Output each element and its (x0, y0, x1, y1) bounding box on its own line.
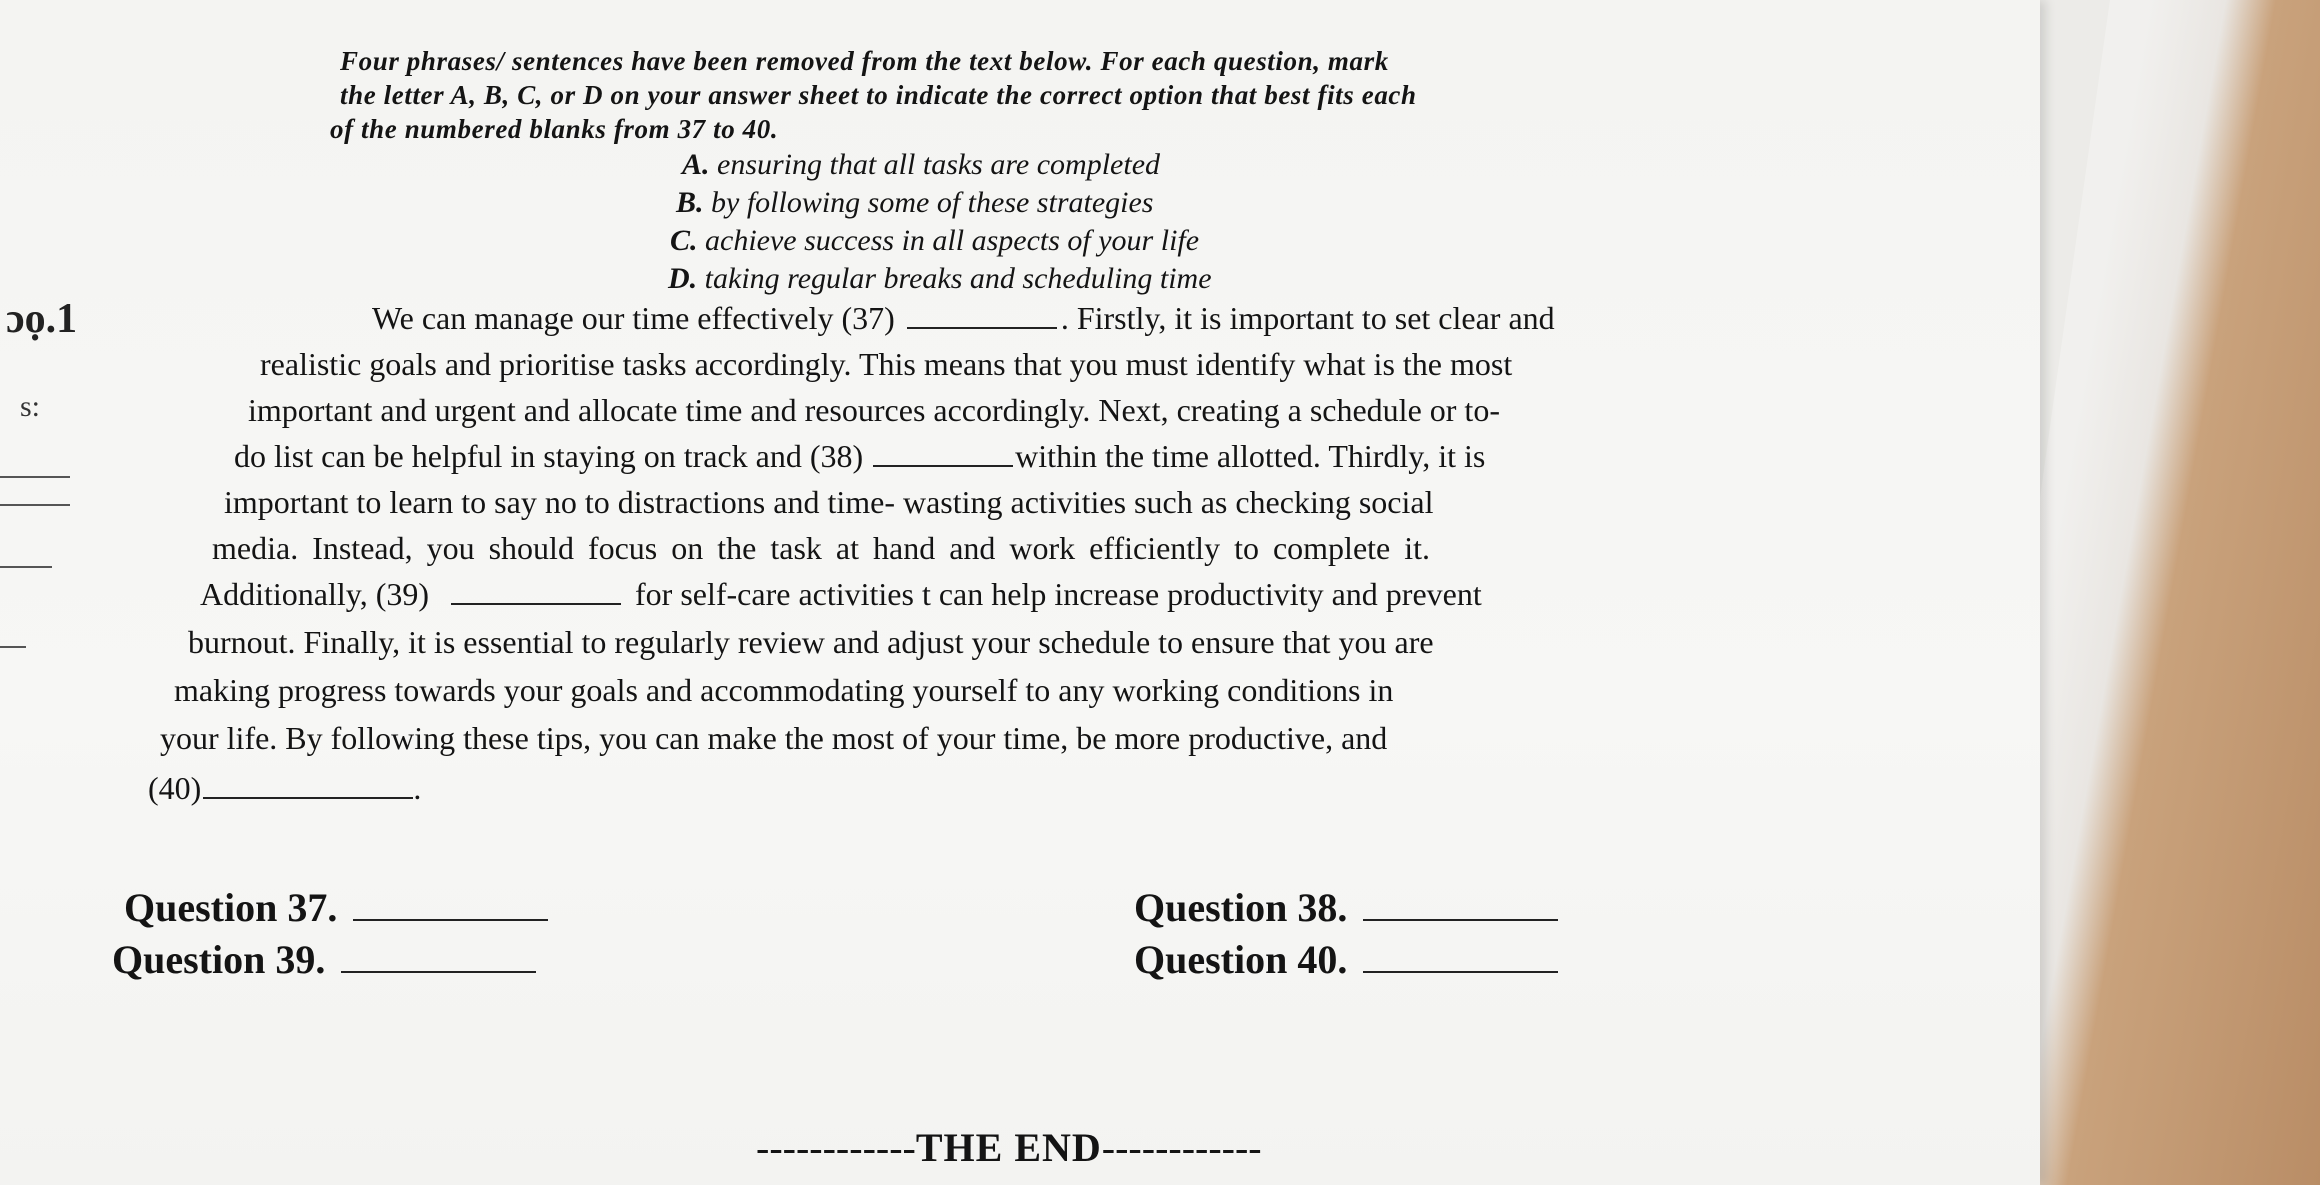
option-a (668, 146, 1212, 184)
blank-39[interactable] (451, 602, 621, 605)
option-text: ensuring that all tasks are completed (717, 148, 1161, 181)
passage-text: Additionally, (39) (200, 576, 429, 612)
passage-text: (40) (148, 770, 202, 806)
margin-side-text: s: (20, 390, 41, 423)
passage-text: We can manage our time effectively (37) (372, 300, 895, 336)
passage-line-2: realistic goals and prioritise tasks accordingly. This means that you must identify what is the most (260, 346, 1513, 382)
question-label: Question 38. (1134, 885, 1348, 930)
answer-blank-39[interactable] (341, 970, 536, 973)
option-c (668, 222, 1212, 260)
passage-line-9: making progress towards your goals and accommodating yourself to any working conditions in (174, 672, 1394, 708)
instructions (330, 44, 1830, 146)
passage-line-8: burnout. Finally, it is essential to regularly review and adjust your schedule to ensure that you are (188, 624, 1434, 660)
option-text: achieve success in all aspects of your life (705, 224, 1200, 257)
question-39 (112, 936, 536, 983)
option-b (668, 184, 1212, 222)
instruction-line-1: Four phrases/ sentences have been removed from the text below. For each question, mark (340, 46, 1389, 76)
passage-text: within the time allotted. Thirdly, it is (1015, 438, 1486, 474)
blank-40[interactable] (203, 796, 413, 799)
passage-line-7 (200, 570, 1482, 618)
passage-text: do list can be helpful in staying on track and (38) (234, 438, 864, 474)
the-end-footer (756, 1124, 1262, 1171)
question-38 (1134, 884, 1558, 931)
footer-text: THE END (915, 1125, 1102, 1170)
passage-text: for self-care activities t can help increase productivity and prevent (635, 576, 1482, 612)
passage-line-10: your life. By following these tips, you can make the most of your time, be more productive, and (160, 720, 1388, 756)
instruction-line-2: the letter A, B, C, or D on your answer sheet to indicate the correct option that best fits each (340, 80, 1417, 110)
question-label: Question 37. (124, 885, 338, 930)
options-list (668, 146, 1212, 298)
answer-blank-37[interactable] (353, 918, 548, 921)
margin-mark: ɔọ.1 (6, 296, 78, 342)
question-37 (124, 884, 548, 931)
question-40 (1134, 936, 1558, 983)
passage-line-6: media. Instead, you should focus on the task at hand and work efficiently to complete it. (212, 530, 1431, 566)
option-text: by following some of these strategies (711, 186, 1154, 219)
option-text: taking regular breaks and scheduling time (704, 262, 1212, 295)
passage-line-1 (372, 294, 1555, 342)
instruction-line-3: of the numbered blanks from 37 to 40. (330, 114, 779, 144)
margin-notes (0, 0, 230, 700)
answer-blank-38[interactable] (1363, 918, 1558, 921)
question-label: Question 39. (112, 937, 326, 982)
blank-37[interactable] (907, 326, 1057, 329)
option-letter: C. (670, 224, 698, 257)
footer-dashes-left: ------------ (756, 1125, 916, 1170)
question-label: Question 40. (1134, 937, 1348, 982)
passage-line-11 (148, 764, 421, 812)
option-letter: D. (668, 262, 698, 295)
footer-dashes-right: ------------ (1101, 1125, 1262, 1170)
answer-blank-40[interactable] (1363, 970, 1558, 973)
passage-text: . Firstly, it is important to set clear and (1060, 300, 1555, 336)
option-d (668, 260, 1212, 298)
passage-line-4 (234, 432, 1485, 480)
option-letter: A. (682, 148, 710, 181)
passage-line-5: important to learn to say no to distractions and time- wasting activities such as checking social (224, 484, 1434, 520)
passage-text: . (413, 770, 422, 806)
blank-38[interactable] (873, 464, 1013, 467)
passage-line-3: important and urgent and allocate time and resources accordingly. Next, creating a schedule or to- (248, 392, 1500, 428)
option-letter: B. (676, 186, 704, 219)
